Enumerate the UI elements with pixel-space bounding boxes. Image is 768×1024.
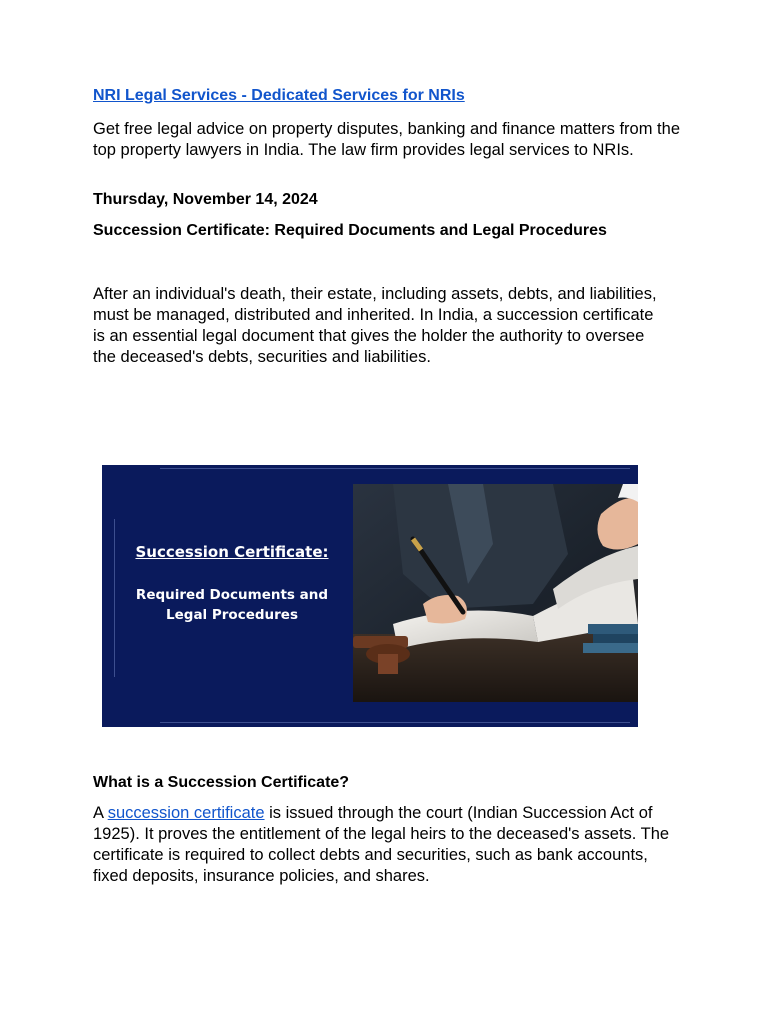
succession-certificate-link[interactable]: succession certificate [107, 804, 265, 822]
hero-heading: Succession Certificate: [135, 543, 329, 561]
blog-title-link[interactable]: NRI Legal Services - Dedicated Services for NRIs [93, 87, 465, 104]
blog-description: Get free legal advice on property disputes, banking and finance matters from the top property lawyers in India. The law firm provides legal services to NRIs. [93, 120, 680, 159]
post-intro-paragraph: After an individual's death, their estate, including assets, debts, and liabilities, must be managed, distributed and inherited. In India, a succession certificate is an essential legal document that gives the holder the authority to oversee the deceased's debts, securities and liabilities. [93, 285, 657, 366]
post-title: Succession Certificate: Required Documents and Legal Procedures [93, 222, 607, 239]
section-heading: What is a Succession Certificate? [93, 774, 350, 791]
hero-bottom-rule [160, 722, 630, 723]
hero-photo [353, 484, 638, 702]
hero-image [102, 465, 638, 727]
para-suffix: is issued through the court (Indian Succession Act of 1925). It proves the entitlement of the legal heirs to the deceased's assets. The certificate is required to collect debts and securities, such as bank accounts, fixed deposits, insurance policies, and shares. [93, 804, 670, 885]
post-date: Thursday, November 14, 2024 [93, 191, 318, 208]
para-prefix: A [93, 804, 108, 822]
hero-caption [116, 543, 348, 625]
hero-subheading: Required Documents and Legal Procedures [135, 587, 329, 623]
hero-top-rule [160, 468, 630, 469]
hero-side-rule [114, 519, 115, 677]
section-paragraph [93, 803, 673, 887]
